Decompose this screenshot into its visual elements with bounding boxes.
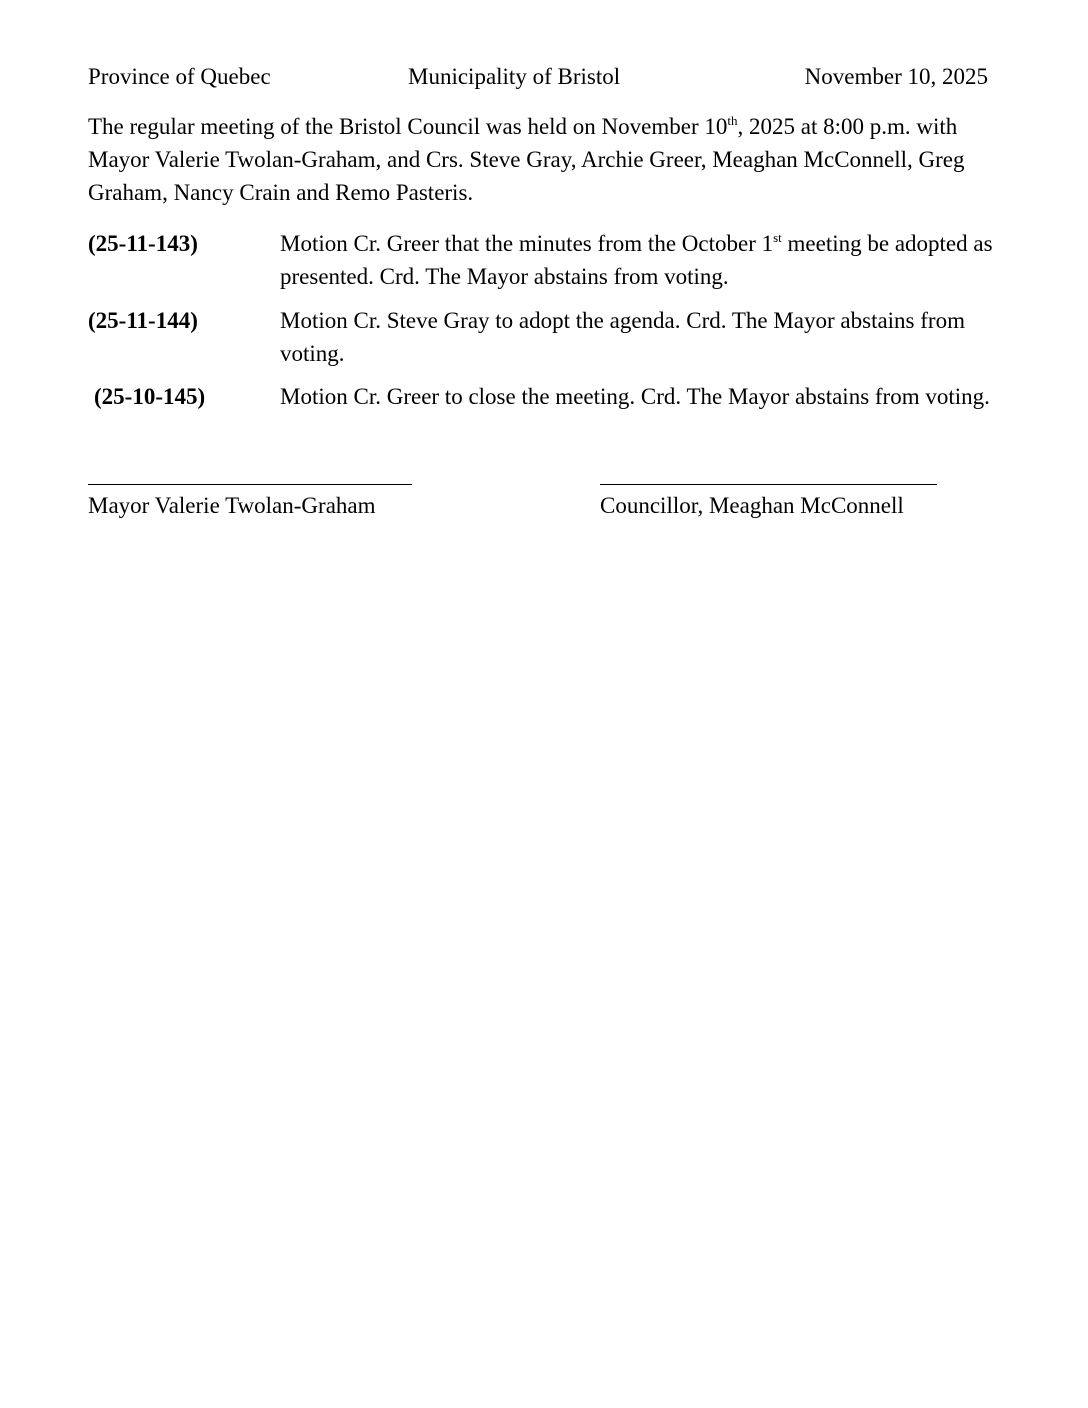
motion-number: (25-11-144) [88, 308, 198, 333]
intro-text-part1: The regular meeting of the Bristol Council was held on November 10 [88, 114, 728, 139]
motion-text-part1: Motion Cr. Greer that the minutes from the October 1 [280, 231, 774, 256]
motion-ordinal-suffix: st [773, 230, 782, 245]
motion-text-part2: meeting be adopted as presented. Crd. The Mayor abstains from voting. [280, 231, 993, 289]
municipality-label: Municipality of Bristol [408, 64, 621, 89]
motion-text [280, 227, 993, 293]
motion-number: (25-11-143) [88, 231, 198, 256]
intro-ordinal-suffix: th [727, 113, 738, 128]
signature-line-councillor [600, 484, 937, 485]
province-label: Province of Quebec [88, 64, 271, 89]
document-header [88, 60, 988, 93]
motion-text: Motion Cr. Steve Gray to adopt the agenda. Crd. The Mayor abstains from voting. [280, 308, 965, 366]
intro-text [88, 110, 993, 209]
intro-text-part2: , 2025 at 8:00 p.m. with Mayor Valerie Twolan-Graham, and Crs. Steve Gray, Archie Greer, Meaghan McConnell, Greg Graham, Nancy Crain and Remo Pasteris. [88, 114, 965, 205]
signature-line-mayor [88, 484, 412, 485]
intro-paragraph [88, 110, 993, 209]
motion-text: Motion Cr. Greer to close the meeting. Crd. The Mayor abstains from voting. [280, 384, 990, 409]
motion-number: (25-10-145) [94, 384, 206, 409]
signature-name-mayor: Mayor Valerie Twolan-Graham [88, 493, 376, 518]
meeting-date: November 10, 2025 [804, 64, 988, 89]
signature-name-councillor: Councillor, Meaghan McConnell [600, 493, 904, 518]
